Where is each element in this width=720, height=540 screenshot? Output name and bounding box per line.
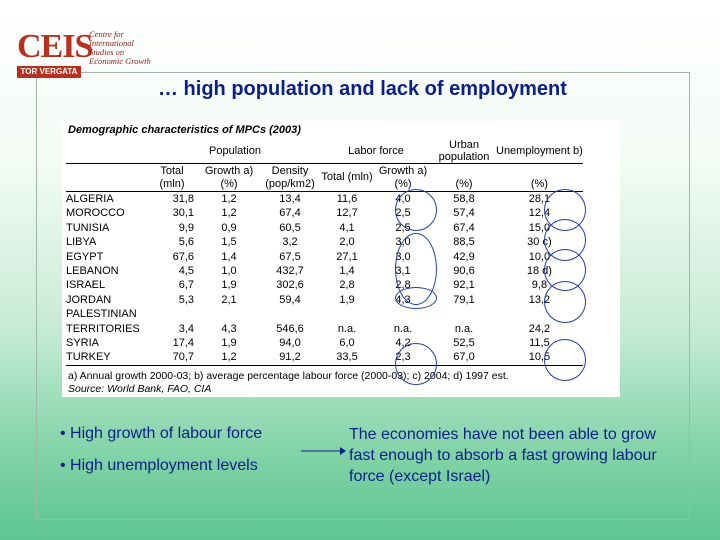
value-cell [432,307,496,321]
value-cell: 42,9 [453,250,475,263]
table-caption: Demographic characteristics of MPCs (2003) [68,124,301,136]
value-cell: 33,5 [320,350,374,365]
value-cell: 67,5 [279,250,301,263]
country-cell: PALESTINIAN [66,308,137,321]
group-header-population: Population [209,144,261,157]
value-cell: 67,0 [432,350,496,365]
value-cell: 70,7 [150,350,198,365]
value-cell: 52,5 [453,337,475,350]
value-cell: 2,8 [339,279,355,292]
value-cell: 2,3 [374,350,432,365]
value-cell [320,307,374,321]
country-cell: SYRIA [66,337,100,350]
value-cell: 1,2 [221,193,237,205]
value-cell: 30,1 [172,207,194,220]
group-header-labor-force: Labor force [348,144,404,157]
sub-header: Density (pop/km2) [260,164,320,192]
demographic-table [66,139,583,366]
value-cell [198,307,260,321]
value-cell: 0,9 [221,221,237,234]
value-cell: 302,6 [276,279,304,292]
value-cell: 2,8 [395,279,411,292]
table-row [66,250,583,264]
value-cell: 10,0 [528,250,551,263]
value-cell: 6,0 [339,337,355,350]
value-cell: 12,4 [528,207,551,220]
sub-header: Total (mln) [320,164,374,192]
value-cell: 1,0 [221,265,237,278]
value-cell: 1,4 [221,250,237,263]
value-cell: 17,4 [172,337,194,350]
sub-header: Growth a) (%) [198,164,260,192]
table-panel [62,121,620,397]
logo-band: TOR VERGATA [17,66,81,78]
value-cell: n.a. [393,322,413,335]
highlight-ellipse [544,339,586,381]
table-row [66,264,583,278]
table-row [66,336,583,350]
table-source: Source: World Bank, FAO, CIA [68,382,212,395]
value-cell: 1,9 [339,293,355,306]
highlight-ellipse [395,189,437,231]
value-cell [150,307,198,321]
sub-header: (%) [496,164,583,192]
value-cell: 11,5 [529,337,550,350]
value-cell: n.a. [337,322,357,335]
value-cell: 30 c) [527,236,552,249]
value-cell: 94,0 [279,337,301,350]
value-cell: 2,1 [221,293,237,306]
value-cell: 4,1 [339,221,355,234]
sub-header: (%) [432,164,496,192]
table-row [66,206,583,220]
value-cell: n.a. [454,322,474,335]
slide-title: … high population and lack of employment [158,78,567,100]
value-cell: 11,6 [336,193,358,205]
value-cell: 546,6 [276,322,304,335]
logo-mark: CEIS [17,28,93,65]
value-cell: 6,7 [178,279,194,292]
value-cell: 4,3 [395,293,411,306]
value-cell: 67,6 [172,250,194,263]
value-cell: 12,7 [336,207,358,220]
sub-header: Growth a) (%) [374,164,432,192]
table-row [66,221,583,235]
value-cell: 60,5 [279,221,301,234]
value-cell: 27,1 [336,250,358,263]
value-cell [374,307,432,321]
table-row [66,235,583,249]
value-cell: 13,2 [528,293,551,306]
highlight-ellipse [395,287,437,309]
value-cell: 4,3 [221,322,237,335]
value-cell: 67,4 [279,207,301,220]
value-cell: 59,4 [279,293,301,306]
table-row [66,278,583,292]
value-cell: 9,8 [531,279,548,292]
bullet-item: • High unemployment levels [60,457,258,474]
value-cell: 3,4 [178,322,194,335]
value-cell: 79,1 [453,293,475,306]
sub-header: Total (mln) [150,164,198,192]
country-cell: TURKEY [66,350,150,365]
value-cell: 3,0 [395,236,411,249]
country-cell: TUNISIA [66,221,110,234]
value-cell: 5,6 [178,236,194,249]
country-cell: EGYPT [66,250,104,263]
value-cell: 15,0 [528,221,551,234]
value-cell: 432,7 [276,265,304,278]
group-header-row [66,139,583,164]
table-row [66,293,583,307]
sub-header-row [66,164,583,192]
value-cell: 2,5 [395,221,411,234]
table-row [66,307,583,321]
country-cell: JORDAN [66,293,112,306]
right-arrow-icon [300,446,346,456]
country-cell: ALGERIA [66,193,114,205]
value-cell: 92,1 [453,279,475,292]
table-row [66,192,583,207]
value-cell: 18 d) [526,265,552,278]
table-notes: a) Annual growth 2000-03; b) average percentage labour force (2000-03); c) 2004; d) 1997 est. [68,370,509,382]
value-cell: 13,4 [279,193,301,205]
value-cell: 2,0 [339,236,355,249]
group-header-unemployment: Unemployment b) [496,144,583,157]
country-cell: LEBANON [66,265,119,278]
value-cell: 2,5 [395,207,411,220]
conclusion-text: The economies have not been able to grow fast enough to absorb a fast growing labour force (except Israel) [349,426,657,485]
value-cell: 1,9 [221,279,237,292]
value-cell: 90,6 [453,265,475,278]
value-cell: 88,5 [453,236,475,249]
value-cell: 4,2 [395,337,411,350]
value-cell: 91,2 [260,350,320,365]
value-cell: 1,5 [221,236,237,249]
value-cell: 58,8 [453,193,475,205]
value-cell: 67,4 [453,221,475,234]
value-cell: 1,2 [221,207,237,220]
value-cell: 9,9 [178,221,194,234]
table-row [66,322,583,336]
value-cell: 1,2 [198,350,260,365]
table-row [66,350,583,365]
value-cell: 24,2 [528,322,551,335]
highlight-ellipse [395,343,437,385]
value-cell: 10,5 [496,350,583,365]
ceis-logo [17,24,151,80]
value-cell: 4,5 [178,265,194,278]
value-cell: 3,1 [395,265,411,278]
table-footnote [68,370,509,395]
value-cell: 4,0 [395,193,411,205]
value-cell: 28,1 [528,193,551,205]
country-cell: ISRAEL [66,279,106,292]
bullet-list [60,424,262,488]
value-cell: 1,9 [221,337,237,350]
value-cell: 3,0 [395,250,411,263]
country-cell: TERRITORIES [66,322,140,335]
logo-text: Centre for International Studies on Economic Growth [89,29,151,66]
table-body [66,192,583,366]
highlight-ellipse [544,281,586,323]
country-cell: MOROCCO [66,207,125,220]
country-cell: LIBYA [66,236,97,249]
group-header-urban: Urban population [438,139,490,163]
value-cell: 3,2 [282,236,298,249]
value-cell: 5,3 [178,293,194,306]
bullet-item: • High growth of labour force [60,425,263,442]
value-cell: 1,4 [339,265,355,278]
value-cell: 31,8 [172,193,194,205]
value-cell [260,307,320,321]
value-cell: 57,4 [453,207,475,220]
